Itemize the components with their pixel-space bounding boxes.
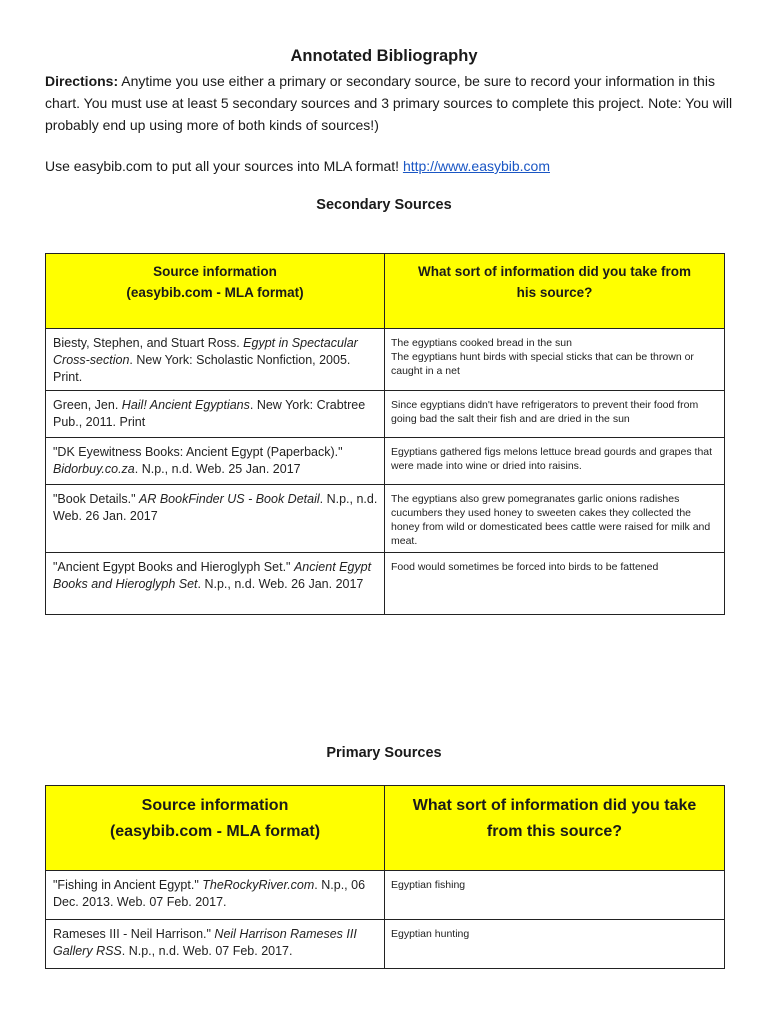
information-taken-cell <box>385 438 725 485</box>
citation-text: "Fishing in Ancient Egypt." <box>53 878 203 892</box>
citation-text: "Ancient Egypt Books and Hieroglyph Set." <box>53 560 294 574</box>
information-note: The egyptians cooked bread in the sun <box>391 337 572 349</box>
information-note: Food would sometimes be forced into birds to be fattened <box>391 561 659 573</box>
header-source-information <box>46 254 385 329</box>
citation-text: . New York: Scholastic Nonfiction, 2005. Print. <box>53 353 351 384</box>
citation-title: TheRockyRiver.com <box>202 878 315 892</box>
information-note: The egyptians also grew pomegranates garlic onions radishes cucumbers they used honey to sweeten cakes they collected the honey from wild or domesticated bees cattle were raised for milk and meat. <box>391 493 711 547</box>
table-row <box>46 871 725 920</box>
source-citation-cell <box>46 871 385 920</box>
citation-title: Hail! Ancient Egyptians <box>121 398 250 412</box>
table-header-row <box>46 786 725 871</box>
directions-text: Anytime you use either a primary or secondary source, be sure to record your information in this chart. You must use at least 5 secondary sources and 3 primary sources to complete this project. Note: You will probably end up using more of both kinds of sources!) <box>45 73 733 133</box>
table-row <box>46 329 725 391</box>
primary-sources-heading: Primary Sources <box>326 745 442 761</box>
document-title: Annotated Bibliography <box>290 47 478 65</box>
secondary-sources-table <box>45 253 725 615</box>
citation-text: Rameses III - Neil Harrison." <box>53 927 215 941</box>
header-line: from this source? <box>486 823 623 840</box>
table-row <box>46 391 725 438</box>
citation-text: . N.p., n.d. Web. 26 Jan. 2017 <box>53 492 378 523</box>
header-information-taken <box>385 786 725 871</box>
header-line: his source? <box>516 285 593 300</box>
source-citation-cell <box>46 438 385 485</box>
header-information-taken <box>385 254 725 329</box>
easybib-paragraph <box>45 155 735 177</box>
source-citation-cell <box>46 553 385 615</box>
secondary-sources-heading: Secondary Sources <box>316 197 452 213</box>
citation-title: AR BookFinder US - Book Detail <box>139 492 320 506</box>
header-line: Source information <box>153 264 277 279</box>
header-line: (easybib.com - MLA format) <box>126 285 304 300</box>
source-citation-cell <box>46 485 385 553</box>
citation-title: Neil Harrison Rameses III Gallery RSS <box>53 927 357 958</box>
source-citation-cell <box>46 920 385 969</box>
information-note: The egyptians hunt birds with special sticks that can be thrown or caught in a net <box>391 351 694 377</box>
source-citation-cell <box>46 329 385 391</box>
citation-text: . N.p., n.d. Web. 07 Feb. 2017. <box>121 944 293 958</box>
citation-title: Ancient Egypt Books and Hieroglyph Set <box>53 560 372 591</box>
header-line: (easybib.com - MLA format) <box>109 823 321 840</box>
citation-text: Green, Jen. <box>53 398 122 412</box>
citation-title: Bidorbuy.co.za <box>53 462 135 476</box>
information-note: Egyptian fishing <box>391 879 466 891</box>
information-taken-cell <box>385 485 725 553</box>
table-row <box>46 485 725 553</box>
citation-text: . N.p., n.d. Web. 26 Jan. 2017 <box>197 577 364 591</box>
citation-text: "DK Eyewitness Books: Ancient Egypt (Paperback)." <box>53 445 343 459</box>
table-row <box>46 920 725 969</box>
citation-text: . N.p., 06 Dec. 2013. Web. 07 Feb. 2017. <box>53 878 366 909</box>
primary-sources-table <box>45 785 725 969</box>
header-line: What sort of information did you take from <box>418 264 691 279</box>
information-taken-cell <box>385 553 725 615</box>
easybib-text: Use easybib.com to put all your sources into MLA format! <box>45 158 403 174</box>
header-line: Source information <box>141 797 289 814</box>
information-note: Egyptian hunting <box>391 928 470 940</box>
header-line: What sort of information did you take <box>412 797 697 814</box>
information-note: Since egyptians didn't have refrigerators to prevent their food from going bad the salt their fish and are dried in the sun <box>391 399 699 425</box>
source-citation-cell <box>46 391 385 438</box>
table-header-row <box>46 254 725 329</box>
information-taken-cell <box>385 329 725 391</box>
information-taken-cell <box>385 871 725 920</box>
directions-label: Directions: <box>45 73 119 89</box>
information-taken-cell <box>385 391 725 438</box>
table-row <box>46 553 725 615</box>
easybib-link[interactable]: http://www.easybib.com <box>402 158 550 174</box>
citation-title: Egypt in Spectacular Cross-section <box>53 336 358 367</box>
citation-text: Biesty, Stephen, and Stuart Ross. <box>53 336 244 350</box>
citation-text: "Book Details." <box>53 492 139 506</box>
header-source-information <box>46 786 385 871</box>
citation-text: . N.p., n.d. Web. 25 Jan. 2017 <box>134 462 301 476</box>
table-row <box>46 438 725 485</box>
citation-text: . New York: Crabtree Pub., 2011. Print <box>53 398 366 429</box>
information-note: Egyptians gathered figs melons lettuce bread gourds and grapes that were made into wine or dried into raisins. <box>391 446 713 472</box>
directions-paragraph <box>45 70 735 136</box>
information-taken-cell <box>385 920 725 969</box>
